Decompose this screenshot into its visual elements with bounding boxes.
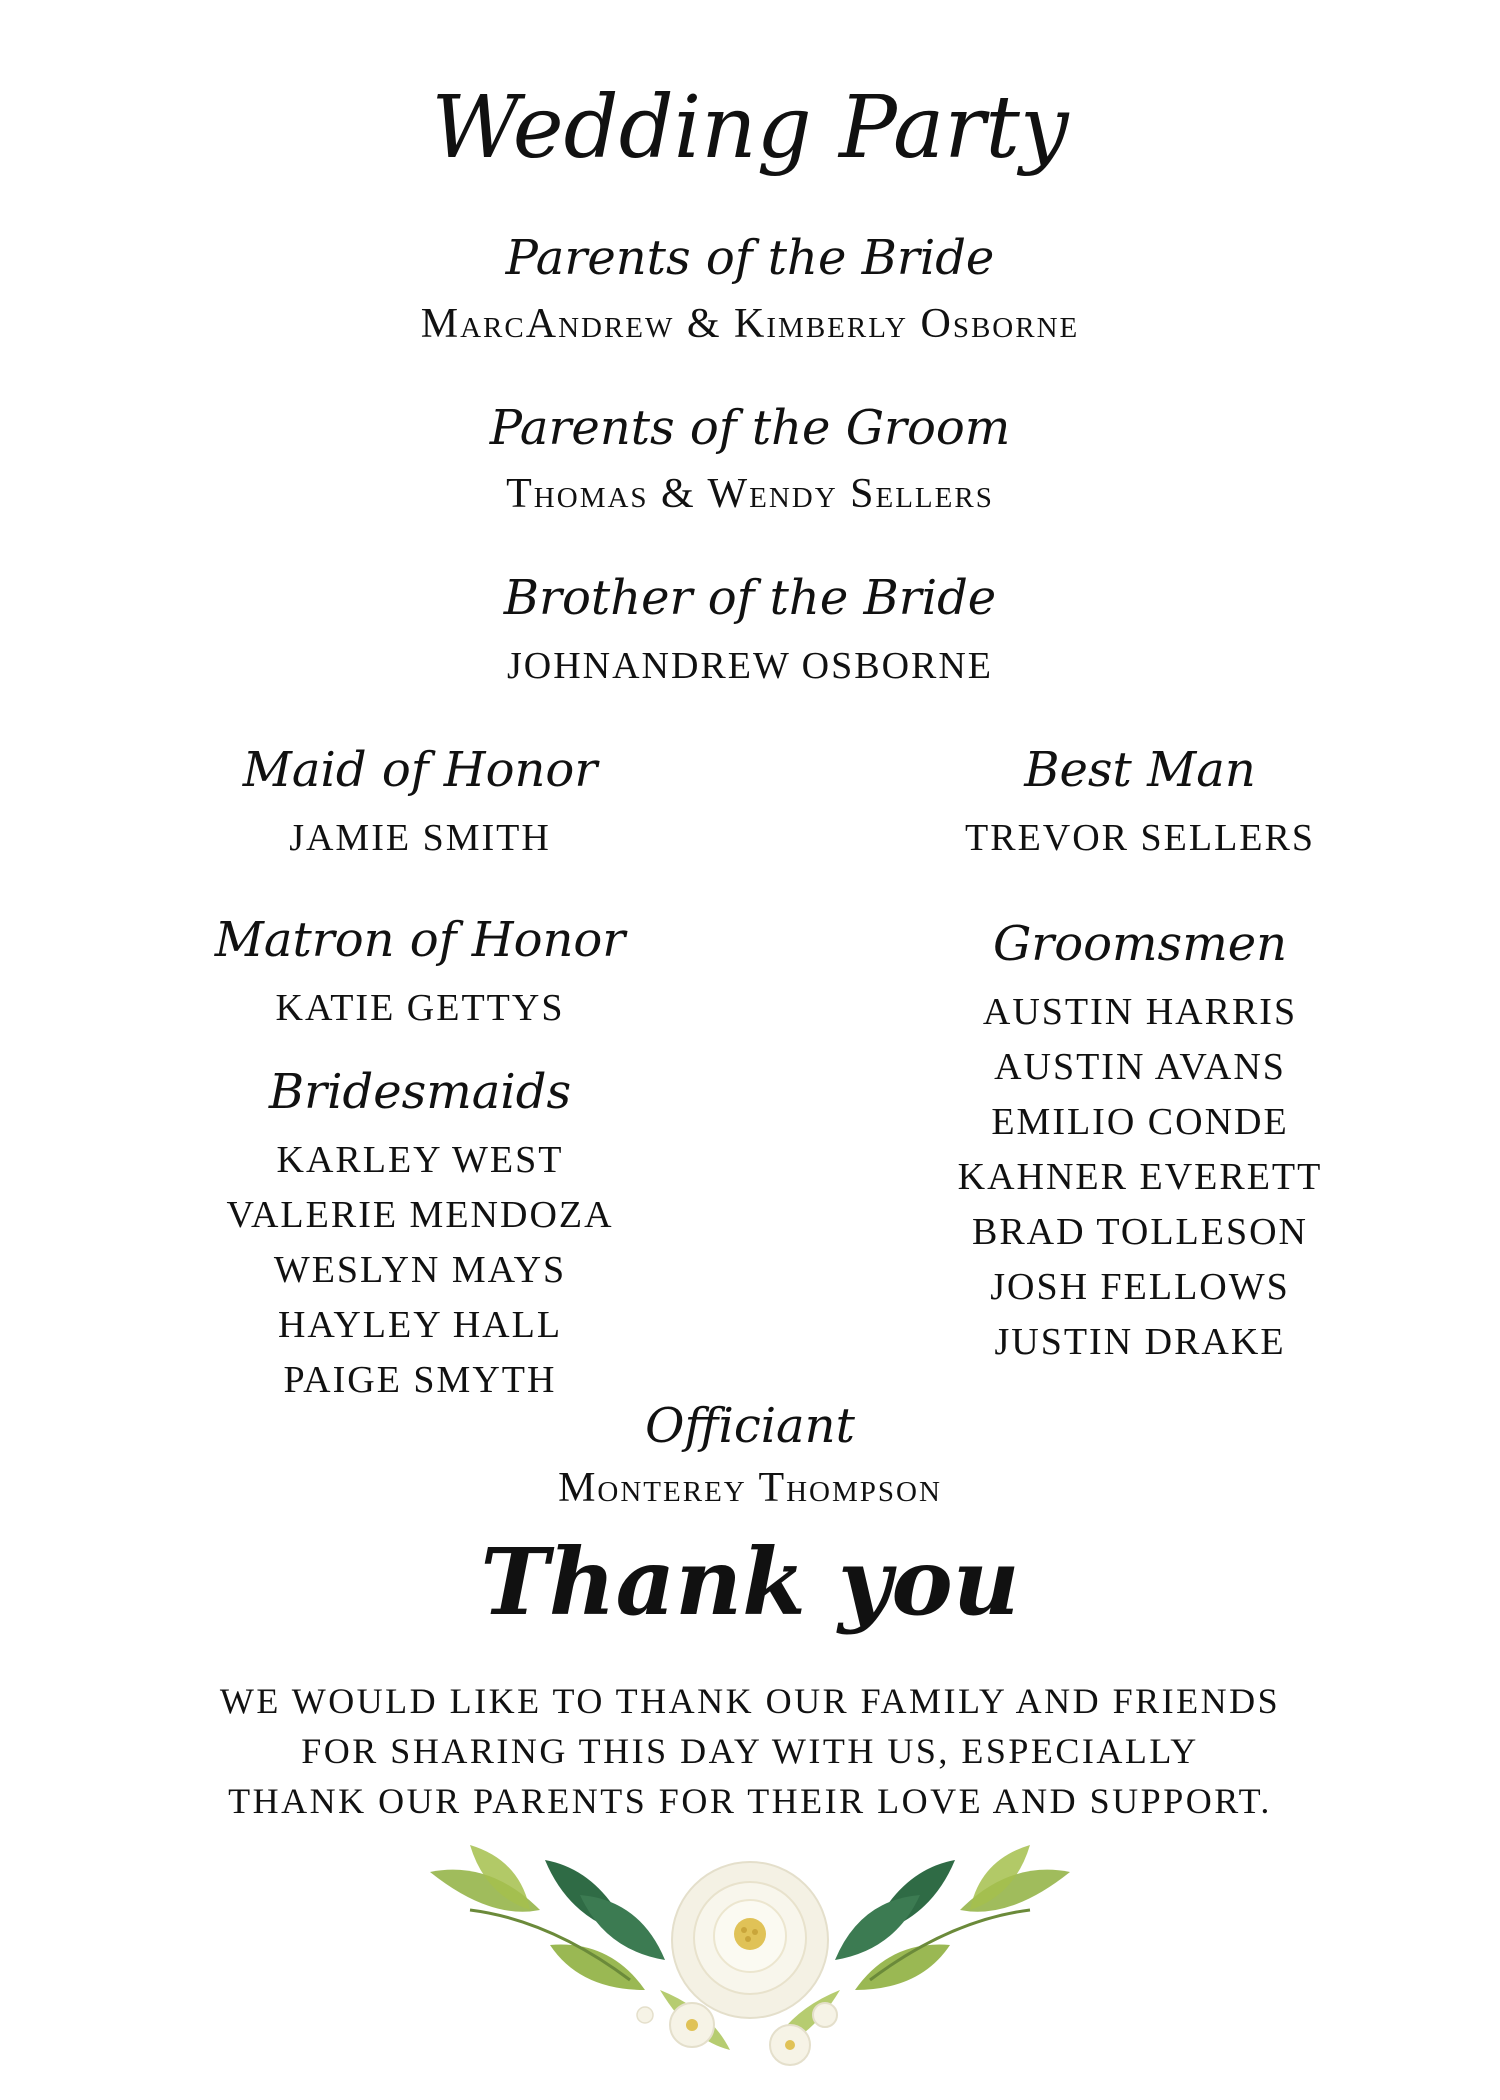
brother-bride-names: JOHNANDREW OSBORNE bbox=[506, 645, 994, 687]
maid-of-honor-name: JAMIE SMITH bbox=[289, 817, 551, 859]
bridesmaid-name: VALERIE MENDOZA bbox=[226, 1194, 614, 1236]
brother-bride-heading: Brother of the Bride bbox=[503, 570, 997, 626]
parents-bride-heading: Parents of the Bride bbox=[505, 230, 995, 286]
groomsman-name: KAHNER EVERETT bbox=[957, 1156, 1323, 1198]
thank-you-line: WE WOULD LIKE TO THANK OUR FAMILY AND FRIENDS bbox=[219, 1681, 1281, 1721]
best-man-name: TREVOR SELLERS bbox=[965, 817, 1315, 859]
groomsmen-heading: Groomsmen bbox=[992, 916, 1288, 972]
bridesmaid-name: KARLEY WEST bbox=[276, 1139, 564, 1181]
thank-you-line: THANK OUR PARENTS FOR THEIR LOVE AND SUPPORT. bbox=[228, 1781, 1272, 1821]
officiant-heading: Officiant bbox=[645, 1398, 855, 1454]
bridesmaids-heading: Bridesmaids bbox=[268, 1064, 572, 1120]
groomsman-name: AUSTIN AVANS bbox=[994, 1046, 1286, 1088]
groomsman-name: JUSTIN DRAKE bbox=[994, 1321, 1286, 1363]
page-title: Wedding Party bbox=[431, 78, 1069, 178]
bridesmaid-name: HAYLEY HALL bbox=[277, 1304, 563, 1346]
parents-groom-heading: Parents of the Groom bbox=[489, 400, 1011, 456]
groomsman-name: EMILIO CONDE bbox=[991, 1101, 1289, 1143]
matron-of-honor-name: KATIE GETTYS bbox=[275, 987, 565, 1029]
floral-rose-icon bbox=[430, 1840, 1070, 2085]
parents-groom-names: Thomas & Wendy Sellers bbox=[506, 471, 994, 517]
bridesmaid-name: PAIGE SMYTH bbox=[283, 1359, 557, 1401]
matron-of-honor-heading: Matron of Honor bbox=[214, 912, 626, 968]
groomsman-name: JOSH FELLOWS bbox=[990, 1266, 1290, 1308]
best-man-heading: Best Man bbox=[1024, 742, 1256, 798]
groomsman-name: BRAD TOLLESON bbox=[971, 1211, 1308, 1253]
maid-of-honor-heading: Maid of Honor bbox=[242, 742, 598, 798]
officiant-name: Monterey Thompson bbox=[558, 1465, 942, 1511]
groomsman-name: AUSTIN HARRIS bbox=[982, 991, 1298, 1033]
thank-you-title: Thank you bbox=[480, 1528, 1020, 1636]
thank-you-line: FOR SHARING THIS DAY WITH US, ESPECIALLY bbox=[301, 1731, 1199, 1771]
parents-bride-names: MarcAndrew & Kimberly Osborne bbox=[420, 301, 1080, 347]
bridesmaid-name: WESLYN MAYS bbox=[273, 1249, 567, 1291]
